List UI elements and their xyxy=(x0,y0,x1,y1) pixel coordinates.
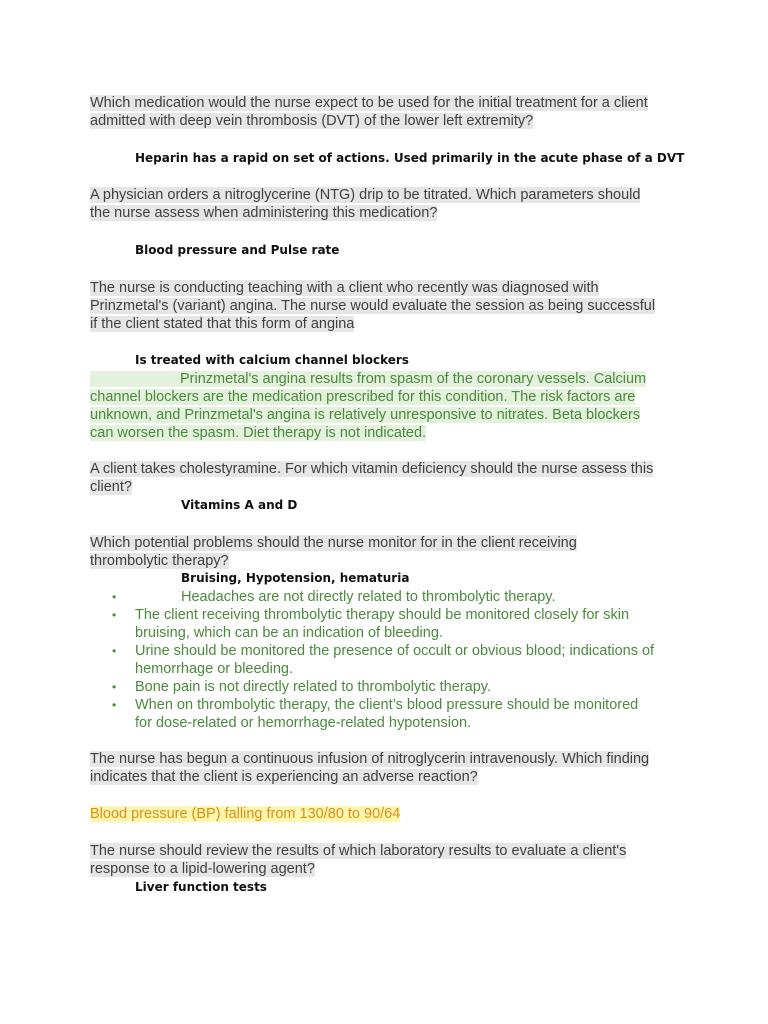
bullet-icon: • xyxy=(112,608,117,622)
question-line: Prinzmetal's (variant) angina. The nurse would evaluate the session as being successful xyxy=(90,298,656,314)
list-item xyxy=(90,696,690,732)
question-3 xyxy=(90,279,680,333)
list-item-text: Headaches are not directly related to thrombolytic therapy. xyxy=(181,589,556,605)
question-line: admitted with deep vein thrombosis (DVT) of the lower left extremity? xyxy=(90,113,534,129)
question-6 xyxy=(90,750,680,786)
question-line: thrombolytic therapy? xyxy=(90,553,229,569)
question-line: A physician orders a nitroglycerine (NTG) drip to be titrated. Which parameters should xyxy=(90,187,641,203)
question-1 xyxy=(90,94,680,130)
bullet-icon: • xyxy=(112,698,117,712)
explanation-line: Prinzmetal's angina results from spasm of the coronary vessels. Calcium xyxy=(90,371,646,387)
question-line: A client takes cholestyramine. For which vitamin deficiency should the nurse assess this xyxy=(90,461,654,477)
list-item-text: When on thrombolytic therapy, the client’s blood pressure should be monitored xyxy=(135,697,639,713)
bullet-icon: • xyxy=(112,644,117,658)
question-line: indicates that the client is experiencing an adverse reaction? xyxy=(90,769,478,785)
explanation-line: channel blockers are the medication prescribed for this condition. The risk factors are xyxy=(90,389,636,405)
answer-7: Liver function tests xyxy=(135,880,267,894)
question-7 xyxy=(90,842,680,878)
highlighted-answer-text: Blood pressure (BP) falling from 130/80 to 90/64 xyxy=(90,806,401,822)
answer-3: Is treated with calcium channel blockers xyxy=(135,353,409,367)
list-item xyxy=(90,642,690,678)
explanation-line: can worsen the spasm. Diet therapy is not indicated. xyxy=(90,425,427,441)
question-4 xyxy=(90,460,680,496)
answer-4: Vitamins A and D xyxy=(181,498,298,512)
list-item-text: The client receiving thrombolytic therapy should be monitored closely for skin xyxy=(135,607,630,623)
bullet-icon: • xyxy=(112,680,117,694)
explanation xyxy=(90,370,680,442)
bullet-icon: • xyxy=(112,590,117,604)
explanation-bullet-list xyxy=(90,588,690,732)
question-line: The nurse should review the results of which laboratory results to evaluate a client's xyxy=(90,843,627,859)
answer-5: Bruising, Hypotension, hematuria xyxy=(181,571,410,585)
list-item xyxy=(90,588,690,606)
question-line: The nurse has begun a continuous infusion of nitroglycerin intravenously. Which finding xyxy=(90,751,650,767)
question-line: response to a lipid-lowering agent? xyxy=(90,861,315,877)
list-item-text: hemorrhage or bleeding. xyxy=(135,661,293,677)
question-2 xyxy=(90,186,680,222)
question-5 xyxy=(90,534,680,570)
list-item xyxy=(90,606,690,642)
explanation-line: unknown, and Prinzmetal's angina is relatively unresponsive to nitrates. Beta blockers xyxy=(90,407,641,423)
question-line: Which potential problems should the nurse monitor for in the client receiving xyxy=(90,535,577,551)
question-line: client? xyxy=(90,479,132,495)
list-item-text: for dose-related or hemorrhage-related hypotension. xyxy=(135,715,472,731)
question-line: the nurse assess when administering this medication? xyxy=(90,205,438,221)
list-item-text: bruising, which can be an indication of bleeding. xyxy=(135,625,443,641)
answer-2: Blood pressure and Pulse rate xyxy=(135,243,340,257)
answer-1: Heparin has a rapid on set of actions. Used primarily in the acute phase of a DVT xyxy=(135,151,685,165)
list-item-text: Urine should be monitored the presence of occult or obvious blood; indications of xyxy=(135,643,655,659)
list-item-text: Bone pain is not directly related to thrombolytic therapy. xyxy=(135,679,491,695)
list-item xyxy=(90,678,690,696)
question-line: if the client stated that this form of angina xyxy=(90,316,355,332)
question-line: The nurse is conducting teaching with a client who recently was diagnosed with xyxy=(90,280,599,296)
highlighted-answer xyxy=(90,805,400,823)
question-line: Which medication would the nurse expect to be used for the initial treatment for a client xyxy=(90,95,648,111)
